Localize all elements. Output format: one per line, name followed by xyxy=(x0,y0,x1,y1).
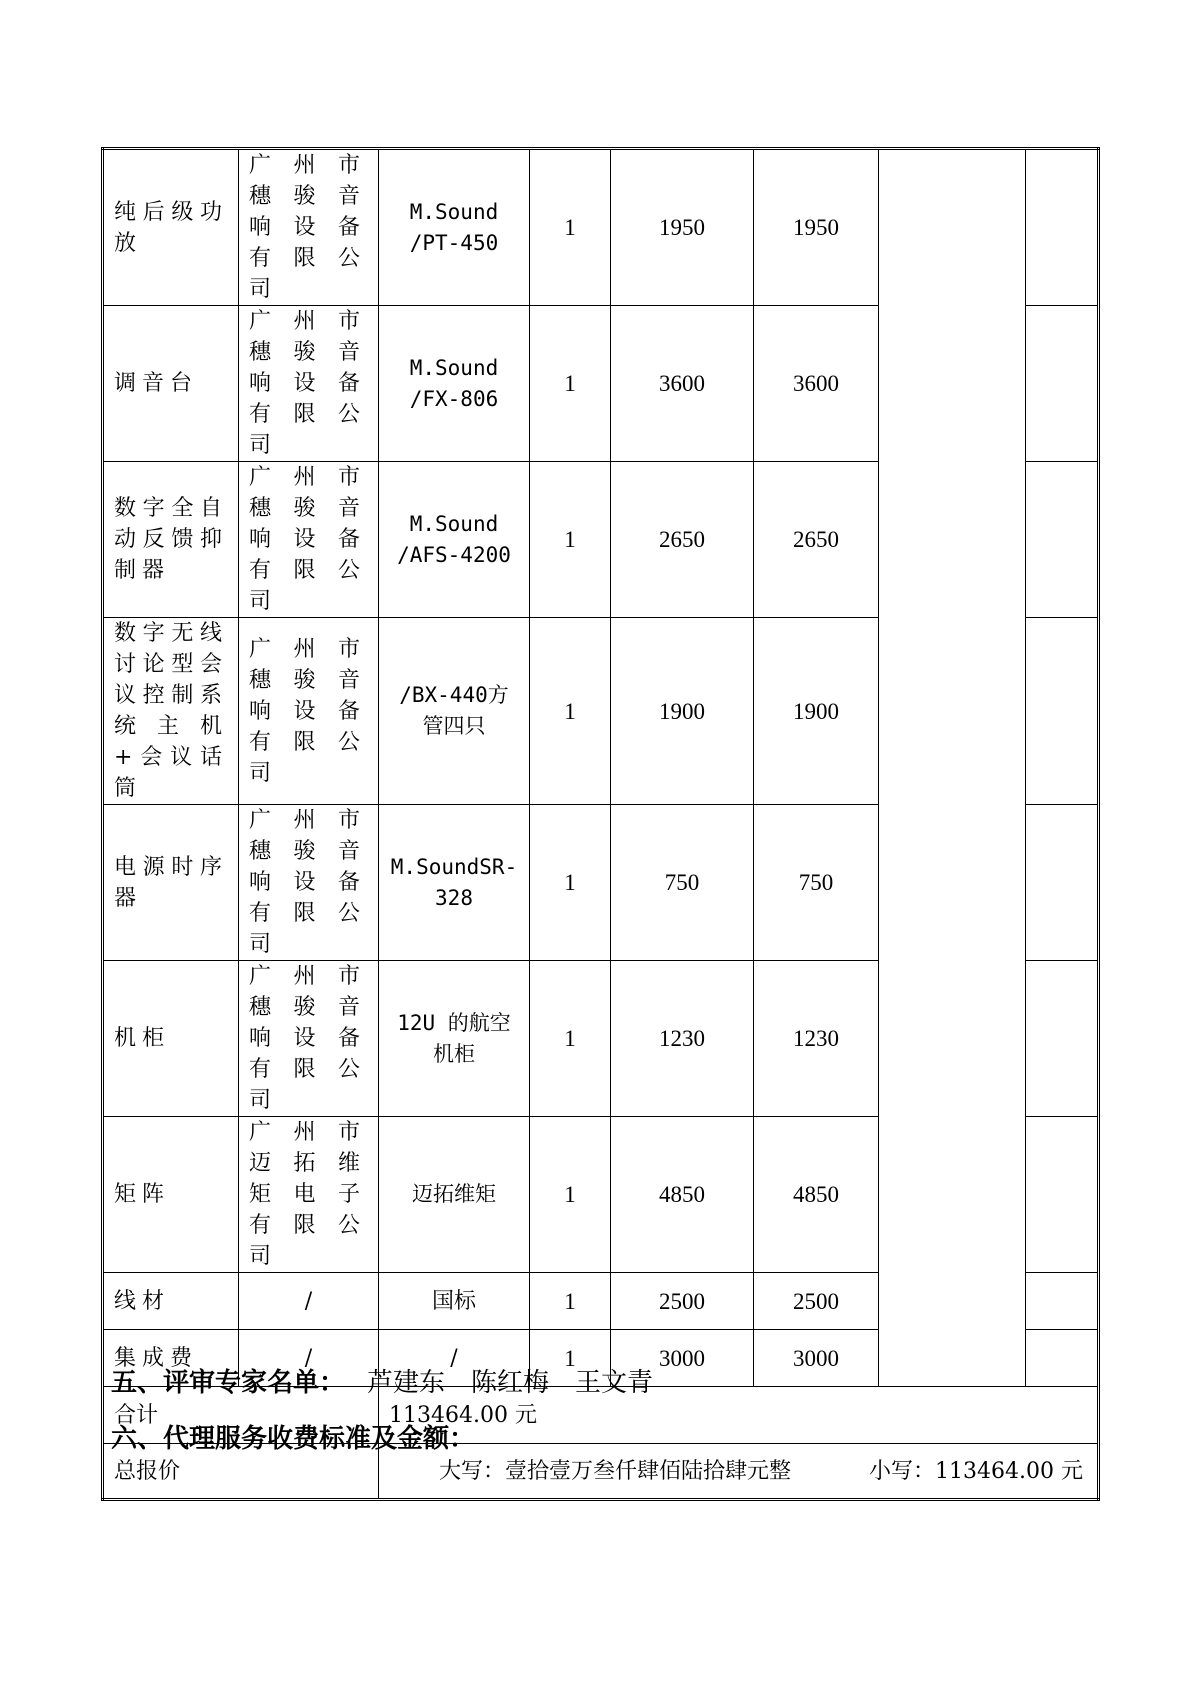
item-qty: 1 xyxy=(530,1273,611,1330)
remark-cell xyxy=(1026,618,1099,805)
item-name: 线材 xyxy=(103,1273,239,1330)
remark-cell xyxy=(1026,1330,1099,1387)
table-row xyxy=(103,149,1099,306)
item-vendor: 广州市穗骏音响设备有限公司 xyxy=(239,306,379,462)
item-name: 集成费 xyxy=(103,1330,239,1387)
item-total: 2500 xyxy=(754,1273,879,1330)
item-model: /BX-440方管四只 xyxy=(379,618,530,805)
item-model: 12U 的航空机柜 xyxy=(379,961,530,1117)
item-vendor: 广州市穗骏音响设备有限公司 xyxy=(239,618,379,805)
item-model: M.SoundSR-328 xyxy=(379,805,530,961)
item-model: / xyxy=(379,1330,530,1387)
item-total: 3600 xyxy=(754,306,879,462)
section-agency-fee xyxy=(111,1418,475,1455)
item-qty: 1 xyxy=(530,805,611,961)
item-model: M.Sound /AFS-4200 xyxy=(379,462,530,618)
total-value: 113464.00 元 xyxy=(379,1387,1099,1444)
item-total: 3000 xyxy=(754,1330,879,1387)
item-unit-price: 2650 xyxy=(611,462,754,618)
item-unit-price: 3000 xyxy=(611,1330,754,1387)
item-total: 1230 xyxy=(754,961,879,1117)
item-unit-price: 1900 xyxy=(611,618,754,805)
quote-amount-lower: 小写：113464.00 元 xyxy=(869,1458,1083,1484)
section-experts-title: 五、评审专家名单： xyxy=(111,1368,346,1398)
item-name: 矩阵 xyxy=(103,1117,239,1273)
remark-cell xyxy=(1026,149,1099,306)
section-agency-fee-title: 六、代理服务收费标准及金额： xyxy=(111,1424,476,1454)
remark-cell xyxy=(1026,1273,1099,1330)
item-vendor: / xyxy=(239,1273,379,1330)
item-vendor: 广州市穗骏音响设备有限公司 xyxy=(239,462,379,618)
expert-name: 芦建东 xyxy=(367,1368,446,1398)
item-name: 调音台 xyxy=(103,306,239,462)
item-unit-price: 3600 xyxy=(611,306,754,462)
expert-list xyxy=(367,1368,679,1398)
item-name: 纯后级功放 xyxy=(103,149,239,306)
item-unit-price: 2500 xyxy=(611,1273,754,1330)
item-vendor: 广州市迈拓维矩电子有限公司 xyxy=(239,1117,379,1273)
item-name: 电源时序器 xyxy=(103,805,239,961)
remark-cell xyxy=(1026,805,1099,961)
quote-amount-cell xyxy=(379,1444,1099,1500)
item-total: 2650 xyxy=(754,462,879,618)
quote-amount-upper: 大写：壹拾壹万叁仟肆佰陆拾肆元整 xyxy=(439,1458,792,1484)
item-name: 数字无线讨论型会议控制系统主机+会议话筒 xyxy=(103,618,239,805)
section-experts xyxy=(111,1362,679,1399)
item-total: 750 xyxy=(754,805,879,961)
item-unit-price: 750 xyxy=(611,805,754,961)
item-total: 4850 xyxy=(754,1117,879,1273)
item-model: M.Sound /FX-806 xyxy=(379,306,530,462)
item-qty: 1 xyxy=(530,306,611,462)
item-qty: 1 xyxy=(530,961,611,1117)
item-unit-price: 1950 xyxy=(611,149,754,306)
expert-name: 陈红梅 xyxy=(471,1368,550,1398)
item-qty: 1 xyxy=(530,462,611,618)
total-label: 合计 xyxy=(103,1387,379,1444)
item-vendor: 广州市穗骏音响设备有限公司 xyxy=(239,961,379,1117)
item-qty: 1 xyxy=(530,1117,611,1273)
remark-cell xyxy=(1026,961,1099,1117)
quotation-table xyxy=(101,147,1100,1501)
item-model: 国标 xyxy=(379,1273,530,1330)
item-total: 1950 xyxy=(754,149,879,306)
remark-cell xyxy=(1026,1117,1099,1273)
item-vendor: 广州市穗骏音响设备有限公司 xyxy=(239,149,379,306)
item-unit-price: 4850 xyxy=(611,1117,754,1273)
item-qty: 1 xyxy=(530,618,611,805)
item-name: 数字全自动反馈抑制器 xyxy=(103,462,239,618)
item-model: 迈拓维矩 xyxy=(379,1117,530,1273)
item-total: 1900 xyxy=(754,618,879,805)
merged-blank-cell xyxy=(879,149,1026,1387)
quote-label: 总报价 xyxy=(103,1444,379,1500)
item-unit-price: 1230 xyxy=(611,961,754,1117)
remark-cell xyxy=(1026,306,1099,462)
item-qty: 1 xyxy=(530,1330,611,1387)
item-name: 机柜 xyxy=(103,961,239,1117)
item-model: M.Sound /PT-450 xyxy=(379,149,530,306)
item-vendor: / xyxy=(239,1330,379,1387)
expert-name: 王文青 xyxy=(575,1368,654,1398)
item-vendor: 广州市穗骏音响设备有限公司 xyxy=(239,805,379,961)
remark-cell xyxy=(1026,462,1099,618)
item-qty: 1 xyxy=(530,149,611,306)
